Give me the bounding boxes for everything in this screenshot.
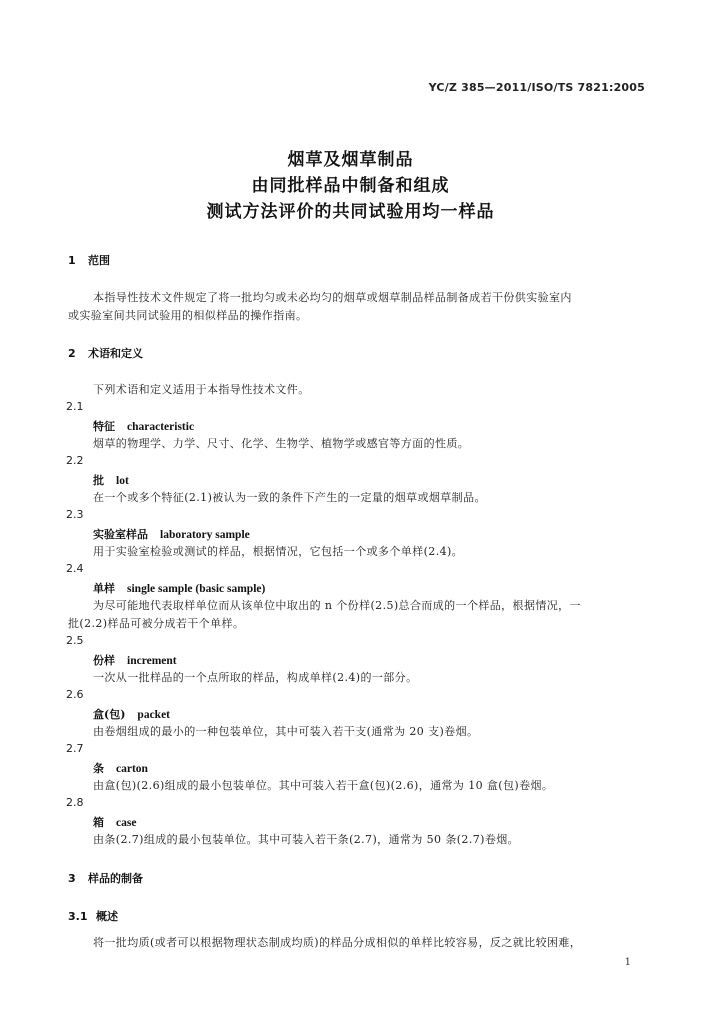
term-heading [93, 652, 177, 668]
term-number: 2.1 [66, 400, 84, 413]
term-en: laboratory sample [160, 529, 250, 541]
term-en: increment [127, 655, 177, 667]
term-number: 2.3 [66, 508, 84, 521]
term-en: packet [137, 709, 171, 721]
section-number: 1 [68, 254, 76, 267]
section-1-paragraph-line-1: 本指导性技术文件规定了将一批均匀或未必均匀的烟草或烟草制品样品制备成若干份供实验室内 [93, 291, 572, 304]
term-definition: 在一个或多个特征(2.1)被认为一致的条件下产生的一定量的烟草或烟草制品。 [93, 491, 486, 504]
term-number: 2.8 [66, 796, 84, 809]
section-title: 样品的制备 [88, 872, 143, 885]
section-title: 术语和定义 [88, 347, 143, 360]
term-heading [93, 814, 136, 830]
section-2-intro: 下列术语和定义适用于本指导性技术文件。 [93, 383, 310, 396]
subsection-number: 3.1 [68, 910, 88, 923]
term-number: 2.4 [66, 562, 84, 575]
section-2-heading [68, 345, 143, 361]
term-zh: 条 [93, 762, 104, 775]
term-definition: 一次从一批样品的一个点所取的样品，构成单样(2.4)的一部分。 [93, 671, 418, 684]
subsection-title: 概述 [96, 910, 118, 923]
term-heading [93, 580, 265, 596]
section-number: 3 [68, 872, 76, 885]
term-en: lot [116, 475, 129, 487]
term-heading [93, 760, 148, 776]
section-1-heading [68, 252, 110, 268]
term-definition: 由盒(包)(2.6)组成的最小包装单位。其中可装入若干盒(包)(2.6)，通常为 10 盒(包)卷烟。 [93, 779, 554, 792]
term-definition: 由条(2.7)组成的最小包装单位。其中可装入若干条(2.7)，通常为 50 条(2.7)卷烟。 [93, 833, 520, 846]
section-number: 2 [68, 347, 76, 360]
section-3-heading [68, 870, 143, 886]
term-zh: 实验室样品 [93, 528, 148, 541]
term-definition: 烟草的物理学、力学、尺寸、化学、生物学、植物学或感官等方面的性质。 [93, 437, 470, 450]
term-heading [93, 706, 170, 722]
term-en: characteristic [127, 421, 195, 433]
section-3-1-heading [68, 908, 118, 924]
term-zh: 批 [93, 474, 104, 487]
section-1-paragraph-line-2: 或实验室间共同试验用的相似样品的操作指南。 [68, 309, 308, 322]
term-number: 2.5 [66, 634, 84, 647]
term-definition: 用于实验室检验或测试的样品，根据情况，它包括一个或多个单样(2.4)。 [93, 545, 464, 558]
section-title: 范围 [88, 254, 110, 267]
term-en: carton [116, 763, 148, 775]
term-en: single sample (basic sample) [127, 583, 266, 595]
term-zh: 盒(包) [93, 708, 126, 721]
term-heading [93, 472, 129, 488]
term-heading [93, 418, 194, 434]
page-number: 1 [624, 957, 631, 968]
term-number: 2.2 [66, 454, 84, 467]
section-3-1-paragraph: 将一批均质(或者可以根据物理状态制成均质)的样品分成相似的单样比较容易，反之就比较困难， [93, 936, 582, 949]
term-zh: 份样 [93, 654, 115, 667]
term-definition: 为尽可能地代表取样单位而从该单位中取出的 n 个份样(2.5)总合而成的一个样品，根据情况，一 [93, 599, 581, 612]
term-definition: 由卷烟组成的最小的一种包装单位，其中可装入若干支(通常为 20 支)卷烟。 [93, 725, 479, 738]
term-number: 2.7 [66, 742, 84, 755]
term-zh: 箱 [93, 816, 104, 829]
title-line-3: 测试方法评价的共同试验用均一样品 [206, 202, 495, 222]
standard-code: YC/Z 385—2011/ISO/TS 7821:2005 [428, 81, 645, 94]
term-zh: 特征 [93, 420, 115, 433]
title-line-2: 由同批样品中制备和组成 [251, 176, 450, 196]
term-en: case [116, 817, 137, 829]
term-heading [93, 526, 250, 542]
title-line-1: 烟草及烟草制品 [287, 150, 414, 170]
term-number: 2.6 [66, 688, 84, 701]
term-definition-continued: 批(2.2)样品可被分成若干个单样。 [68, 617, 245, 630]
term-zh: 单样 [93, 582, 115, 595]
